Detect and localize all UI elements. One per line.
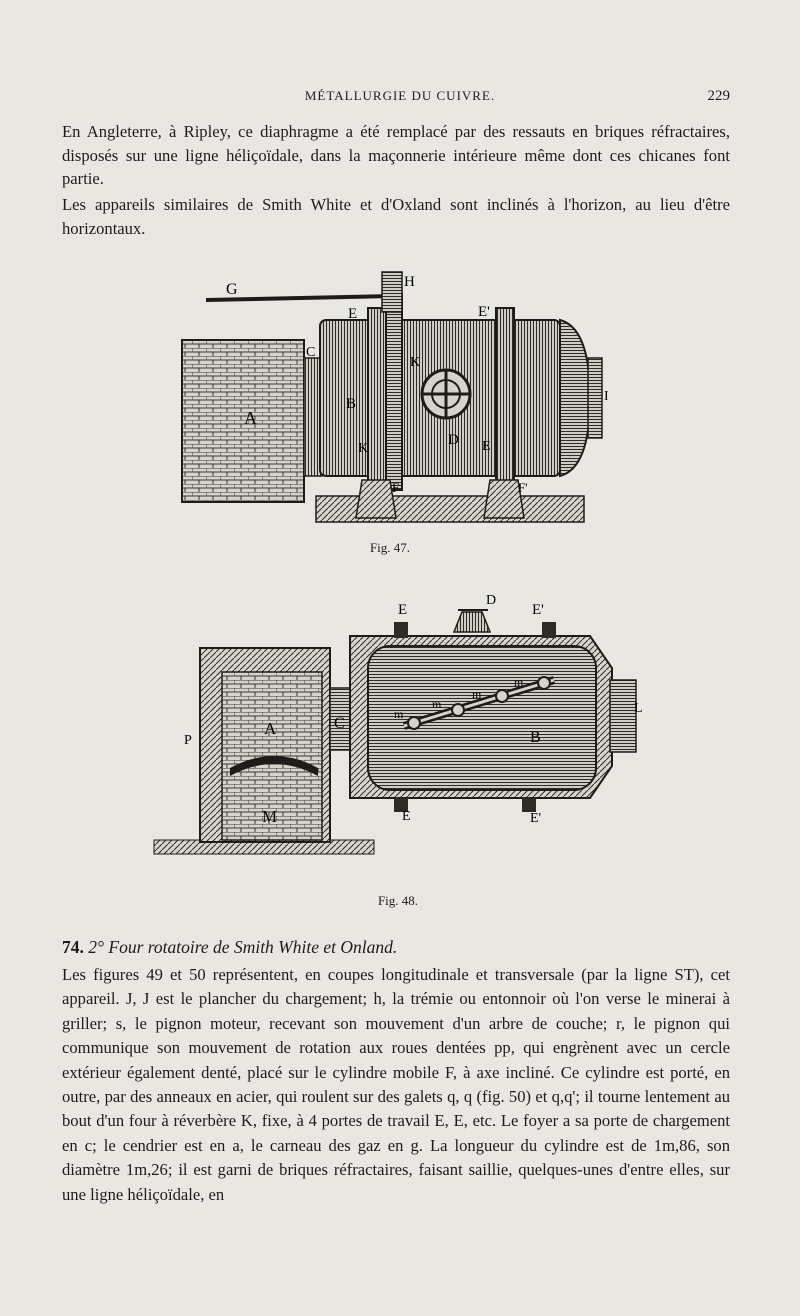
label-G: G bbox=[226, 281, 238, 298]
label-H: H bbox=[404, 274, 415, 290]
label-C: C bbox=[334, 715, 345, 732]
running-title: MÉTALLURGIE DU CUIVRE. bbox=[304, 88, 496, 103]
label-L: L bbox=[634, 701, 643, 716]
label-E-prime-bottom: E' bbox=[530, 811, 542, 826]
label-m-4: m bbox=[514, 675, 524, 689]
paragraph-ripley: En Angleterre, à Ripley, ce diaphragme a été remplacé par des ressauts en briques réfractaires, disposés sur une ligne héliçoïdale, dans la maçonnerie intérieure même dont ces chicanes font partie. bbox=[62, 122, 730, 188]
label-I: I bbox=[604, 389, 609, 404]
label-m-2: m bbox=[432, 697, 442, 711]
page-header bbox=[70, 88, 730, 108]
section-number: 74. bbox=[62, 937, 84, 957]
label-E-lower: E bbox=[482, 439, 491, 454]
figure-47-caption: Fig. 47. bbox=[369, 540, 411, 555]
label-D: D bbox=[448, 432, 459, 448]
label-F-prime: F' bbox=[518, 480, 528, 495]
label-E-prime: E' bbox=[478, 304, 490, 320]
figure-47-illustration bbox=[178, 268, 618, 530]
label-M: M bbox=[262, 807, 278, 826]
label-A: A bbox=[244, 408, 257, 428]
label-B: B bbox=[346, 396, 357, 412]
label-E: E bbox=[398, 602, 408, 618]
label-C: C bbox=[306, 345, 316, 360]
label-E-prime: E' bbox=[532, 602, 544, 618]
label-D: D bbox=[486, 593, 497, 608]
label-F: F bbox=[392, 480, 400, 495]
label-K-lower: K bbox=[358, 441, 369, 456]
label-P: P bbox=[184, 733, 192, 748]
label-m-1: m bbox=[394, 707, 404, 721]
figure-48-caption: Fig. 48. bbox=[377, 893, 419, 908]
label-E: E bbox=[348, 306, 358, 322]
label-A: A bbox=[264, 719, 277, 738]
page-number: 229 bbox=[707, 88, 730, 104]
label-K-upper: K bbox=[410, 355, 421, 370]
label-m-3: m bbox=[472, 687, 482, 701]
figure-48-illustration bbox=[150, 592, 650, 882]
paragraph-four-rotatoire: Les figures 49 et 50 représentent, en coupes longitudinale et transversale (par la ligne ST), cet appareil. J, J est le plancher du chargement; h, la trémie ou entonnoir où l'on verse le minerai à griller; s, le pignon moteur, recevant son mouvement d'un arbre de couche; r, le pignon qui communique son mouvement de rotation aux roues dentées pp, qui engrènent avec un cercle extérieur également denté, placé sur le cylindre mobile F, à axe incliné. Ce cylindre est porté, en outre, par des anneaux en acier, qui roulent sur des galets q, q (fig. 50) et q,q'; il tourne lentement au bout d'un four à réverbère K, fixe, à 4 portes de travail E, E, etc. Le foyer a sa porte de chargement en c; le cendrier est en a, le carneau des gaz en g. La longueur du cylindre est de 1m,86, son diamètre 1m,26; il est garni de briques réfractaires, faisant saillie, quelques-unes d'entre elles, sur une ligne héliçoïdale, en bbox=[62, 965, 730, 1204]
paragraph-smith-white: Les appareils similaires de Smith White et d'Oxland sont inclinés à l'horizon, au lieu d'être horizontaux. bbox=[62, 195, 730, 238]
label-E-bottom: E bbox=[402, 809, 411, 824]
label-B: B bbox=[530, 729, 541, 746]
section-heading bbox=[62, 937, 730, 958]
section-title: 2° Four rotatoire de Smith White et Onland. bbox=[88, 937, 398, 957]
